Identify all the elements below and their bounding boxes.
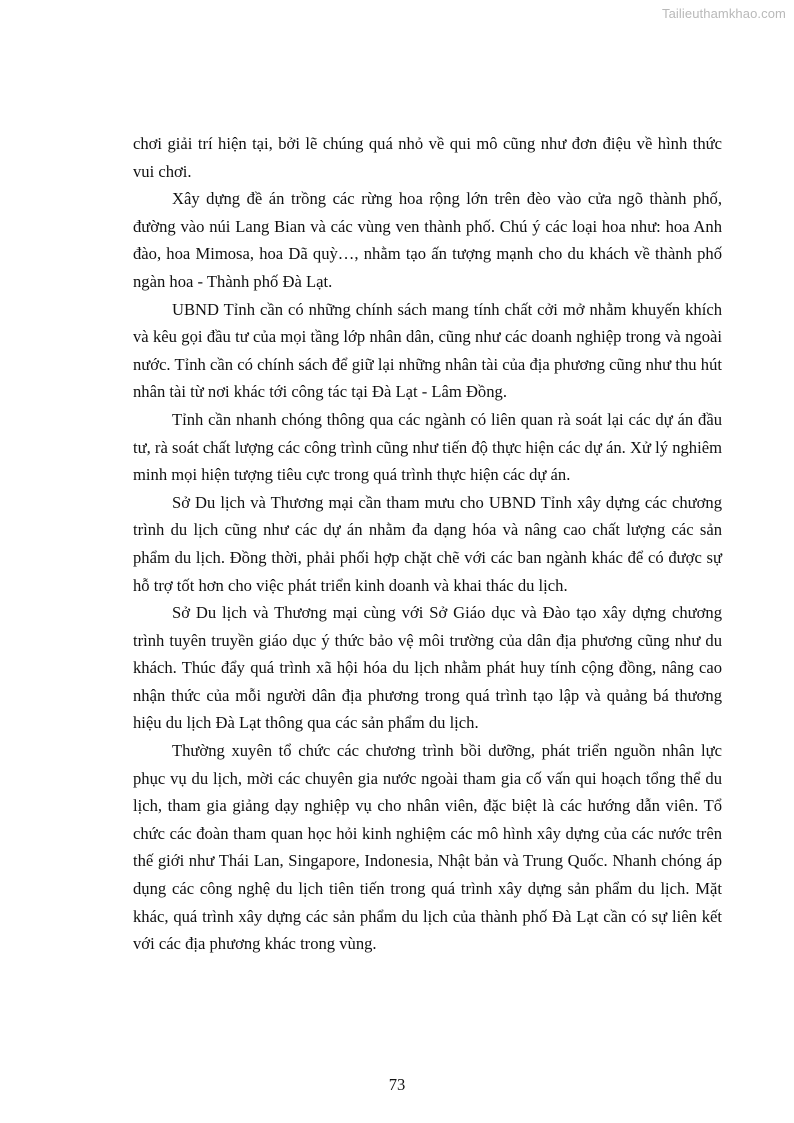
- page-number: 73: [388, 1075, 406, 1094]
- paragraph-human-resources: Thường xuyên tổ chức các chương trình bồi dưỡng, phát triển nguồn nhân lực phục vụ du lịch, mời các chuyên gia nước ngoài tham gia cố vấn qui hoạch tổng thể du lịch, tham gia giảng dạy nghiệp vụ cho nhân viên, đặc biệt là các hướng dẫn viên. Tổ chức các đoàn tham quan học hỏi kinh nghiệm các mô hình xây dựng của các nước trên thế giới như Thái Lan, Singapore, Indonesia, Nhật bản và Trung Quốc. Nhanh chóng áp dụng các công nghệ du lịch tiên tiến trong quá trình xây dựng sản phẩm du lịch. Mặt khác, quá trình xây dựng các sản phẩm du lịch của thành phố Đà Lạt cần có sự liên kết với các địa phương khác trong vùng.: [133, 741, 722, 954]
- paragraph-environment-education: Sở Du lịch và Thương mại cùng với Sở Giáo dục và Đào tạo xây dựng chương trình tuyên truyền giáo dục ý thức bảo vệ môi trường của dân địa phương cũng như du khách. Thúc đẩy quá trình xã hội hóa du lịch nhằm phát huy tính cộng đồng, nâng cao nhận thức của mỗi người dân địa phương trong quá trình tạo lập và quảng bá thương hiệu du lịch Đà Lạt thông qua các sản phẩm du lịch.: [133, 603, 722, 733]
- watermark-text: Tailieuthamkhao.com: [661, 6, 786, 21]
- paragraph-tourism-programs: Sở Du lịch và Thương mại cần tham mưu cho UBND Tỉnh xây dựng các chương trình du lịch cũng như các dự án nhằm đa dạng hóa và nâng cao chất lượng các sản phẩm du lịch. Đồng thời, phải phối hợp chặt chẽ với các ban ngành khác để có được sự hỗ trợ tốt hơn cho việc phát triển kinh doanh và khai thác du lịch.: [133, 492, 722, 595]
- document-body: [133, 130, 722, 958]
- paragraph-investment-policy: UBND Tỉnh cần có những chính sách mang tính chất cởi mở nhằm khuyến khích và kêu gọi đầu tư của mọi tầng lớp nhân dân, cũng như các doanh nghiệp trong và ngoài nước. Tỉnh cần có chính sách để giữ lại những nhân tài của địa phương cũng như thu hút nhân tài từ nơi khác tới công tác tại Đà Lạt - Lâm Đồng.: [133, 299, 722, 402]
- paragraph-project-review: Tỉnh cần nhanh chóng thông qua các ngành có liên quan rà soát lại các dự án đầu tư, rà soát chất lượng các công trình cũng như tiến độ thực hiện các dự án. Xử lý nghiêm minh mọi hiện tượng tiêu cực trong quá trình thực hiện các dự án.: [133, 409, 722, 485]
- paragraph-flower-forests: Xây dựng đề án trồng các rừng hoa rộng lớn trên đèo vào cửa ngõ thành phố, đường vào núi Lang Bian và các vùng ven thành phố. Chú ý các loại hoa như: hoa Anh đào, hoa Mimosa, hoa Dã quỳ…, nhằm tạo ấn tượng mạnh cho du khách về thành phố ngàn hoa - Thành phố Đà Lạt.: [133, 189, 722, 291]
- paragraph-continued: chơi giải trí hiện tại, bởi lẽ chúng quá nhỏ về qui mô cũng như đơn điệu về hình thức vui chơi.: [133, 134, 722, 181]
